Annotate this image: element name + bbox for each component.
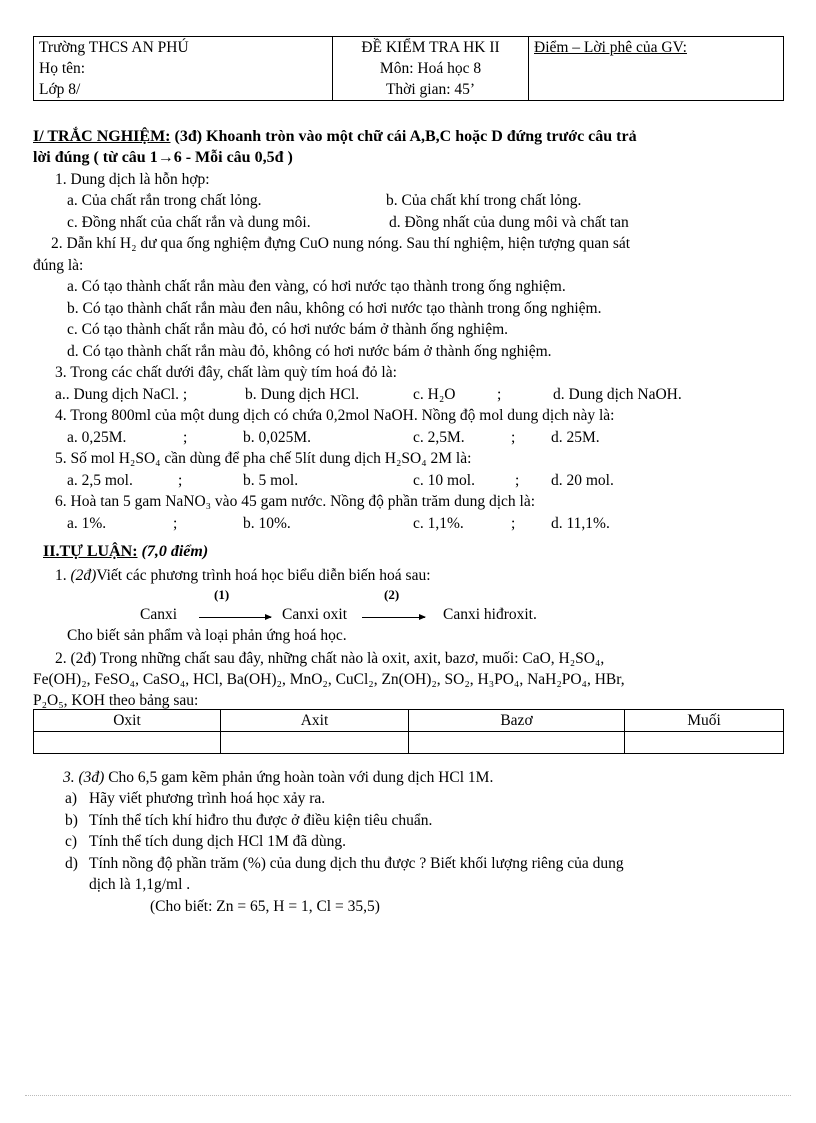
score-label: Điểm – Lời phê của GV:	[534, 39, 687, 56]
cell-bazo[interactable]	[409, 732, 625, 754]
essay-q3-points: 3. (3đ)	[63, 769, 105, 786]
q4-separator-2: ;	[511, 429, 516, 446]
right-arrow-icon-1	[199, 617, 271, 618]
q3-option-c[interactable]: c. H₂O	[413, 386, 456, 403]
school-name: Trường THCS AN PHÚ	[39, 39, 189, 56]
class-label: Lớp 8/	[39, 81, 81, 98]
table-row	[34, 732, 784, 754]
essay-q3d-line2: dịch là 1,1g/ml .	[89, 876, 191, 893]
q5-option-c[interactable]: c. 10 mol.	[413, 472, 475, 489]
essay-q1-stem: 1. (2đ)Viết các phương trình hoá học biểu diễn biến hoá sau:	[55, 567, 431, 584]
part2-heading-points: (7,0 điểm)	[141, 543, 209, 560]
atomic-masses-note: (Cho biết: Zn = 65, H = 1, Cl = 35,5)	[150, 898, 380, 915]
header-left	[34, 37, 333, 101]
essay-q2-line1: 2. (2đ) Trong những chất sau đây, những chất nào là oxit, axit, bazơ, muối: CaO, H₂SO₄,	[55, 650, 605, 667]
col-axit: Axit	[221, 710, 409, 732]
q3-option-d[interactable]: d. Dung dịch NaOH.	[553, 386, 682, 403]
page-divider	[25, 1095, 791, 1096]
subject: Môn: Hoá học 8	[379, 60, 482, 77]
q5-separator-2: ;	[515, 472, 520, 489]
part2-heading	[43, 542, 208, 561]
q1-option-d[interactable]: d. Đồng nhất của dung môi và chất tan	[389, 214, 629, 231]
q3-separator: ;	[497, 386, 502, 403]
q5-separator-1: ;	[178, 472, 183, 489]
q2-option-c[interactable]: c. Có tạo thành chất rắn màu đỏ, có hơi nước bám ở thành ống nghiệm.	[67, 321, 509, 338]
q4-separator-1: ;	[183, 429, 188, 446]
table-header-row	[34, 710, 784, 732]
essay-q3d-label: d)	[65, 855, 78, 872]
essay-q3c-label: c)	[65, 833, 78, 850]
cell-axit[interactable]	[221, 732, 409, 754]
col-oxit: Oxit	[34, 710, 221, 732]
q3-option-b[interactable]: b. Dung dịch HCl.	[245, 386, 360, 403]
essay-q3a-label: a)	[65, 790, 78, 807]
cell-oxit[interactable]	[34, 732, 221, 754]
col-bazo: Bazơ	[409, 710, 625, 732]
essay-q1-points: (2đ)	[70, 567, 97, 584]
q5-option-a[interactable]: a. 2,5 mol.	[67, 472, 133, 489]
essay-q3b-label: b)	[65, 812, 78, 829]
header-center	[333, 37, 529, 101]
q4-stem: 4. Trong 800ml của một dung dịch có chứa 0,2mol NaOH. Nồng độ mol dung dịch này là:	[55, 407, 615, 424]
essay-q2-line2: Fe(OH)₂, FeSO₄, CaSO₄, HCl, Ba(OH)₂, MnO₂, CuCl₂, Zn(OH)₂, SO₂, H₃PO₄, NaH₂PO₄, HBr,	[33, 671, 625, 688]
q6-option-c[interactable]: c. 1,1%.	[413, 515, 464, 532]
part1-heading-label: I/ TRẮC NGHIỆM:	[33, 128, 171, 145]
q6-separator-2: ;	[511, 515, 516, 532]
q6-stem: 6. Hoà tan 5 gam NaNO₃ vào 45 gam nước. Nồng độ phần trăm dung dịch là:	[55, 493, 536, 510]
essay-q1-note: Cho biết sản phẩm và loại phản ứng hoá học.	[67, 627, 347, 644]
q2-stem: 2. Dẫn khí H₂ dư qua ống nghiệm đựng CuO nung nóng. Sau thí nghiệm, hiện tượng quan sát	[51, 235, 631, 252]
q3-option-a[interactable]: a.. Dung dịch NaCl. ;	[55, 386, 188, 403]
q4-option-b[interactable]: b. 0,025M.	[243, 429, 312, 446]
q2-option-d[interactable]: d. Có tạo thành chất rắn màu đỏ, không có hơi nước bám ở thành ống nghiệm.	[67, 343, 552, 360]
classification-table	[33, 709, 784, 754]
part1-heading-line2: lời đúng ( từ câu 1→6 - Mỗi câu 0,5đ )	[33, 149, 293, 166]
q5-stem: 5. Số mol H₂SO₄ cần dùng để pha chế 5lít dung dịch H₂SO₄ 2M là:	[55, 450, 472, 467]
q1-option-c[interactable]: c. Đồng nhất của chất rắn và dung môi.	[67, 214, 311, 231]
col-muoi: Muối	[625, 710, 784, 732]
q5-option-d[interactable]: d. 20 mol.	[551, 472, 614, 489]
essay-q2-line3: P₂O₅, KOH theo bảng sau:	[33, 692, 199, 709]
q2-option-a[interactable]: a. Có tạo thành chất rắn màu đen vàng, có hơi nước tạo thành trong ống nghiệm.	[67, 278, 566, 295]
part1-heading	[33, 127, 637, 146]
q2-option-b[interactable]: b. Có tạo thành chất rắn màu đen nâu, không có hơi nước tạo thành trong ống nghiệm.	[67, 300, 602, 317]
q6-separator-1: ;	[173, 515, 178, 532]
essay-q3-stem: 3. (3đ) Cho 6,5 gam kẽm phản ứng hoàn toàn với dung dịch HCl 1M.	[63, 769, 494, 786]
q1-option-b[interactable]: b. Của chất khí trong chất lỏng.	[386, 192, 582, 209]
q4-option-c[interactable]: c. 2,5M.	[413, 429, 465, 446]
time-limit: Thời gian: 45’	[385, 81, 476, 98]
part1-heading-rest: (3đ) Khoanh tròn vào một chữ cái A,B,C hoặc D đứng trước câu trả	[170, 128, 637, 145]
right-arrow-icon-2	[362, 617, 425, 618]
q2-stem-line2: đúng là:	[33, 257, 84, 274]
reaction-step-1: (1)	[214, 587, 230, 602]
q6-option-d[interactable]: d. 11,1%.	[551, 515, 610, 532]
essay-q3d: Tính nồng độ phần trăm (%) của dung dịch thu được ? Biết khối lượng riêng của dung	[89, 855, 624, 872]
header-right	[529, 37, 784, 101]
essay-q3c: Tính thể tích dung dịch HCl 1M đã dùng.	[89, 833, 347, 850]
essay-q3a: Hãy viết phương trình hoá học xảy ra.	[89, 790, 326, 807]
product-canxi-oxit: Canxi oxit	[282, 606, 348, 623]
q1-option-a[interactable]: a. Của chất rắn trong chất lỏng.	[67, 192, 262, 209]
part2-heading-label: II.TỰ LUẬN:	[43, 543, 138, 560]
q6-option-a[interactable]: a. 1%.	[67, 515, 107, 532]
q1-stem: 1. Dung dịch là hỗn hợp:	[55, 171, 210, 188]
product-canxi-hidroxit: Canxi hiđroxit.	[443, 606, 537, 623]
cell-muoi[interactable]	[625, 732, 784, 754]
header-table	[33, 36, 784, 101]
q3-stem: 3. Trong các chất dưới đây, chất làm quỳ tím hoá đỏ là:	[55, 364, 397, 381]
q6-option-b[interactable]: b. 10%.	[243, 515, 291, 532]
q4-option-a[interactable]: a. 0,25M.	[67, 429, 127, 446]
essay-q3b: Tính thể tích khí hiđro thu được ở điều kiện tiêu chuẩn.	[89, 812, 433, 829]
q4-option-d[interactable]: d. 25M.	[551, 429, 600, 446]
q5-option-b[interactable]: b. 5 mol.	[243, 472, 299, 489]
right-arrow-icon: →	[157, 149, 174, 166]
exam-title: ĐỀ KIỂM TRA HK II	[361, 39, 500, 56]
reactant-canxi: Canxi	[140, 606, 178, 623]
reaction-step-2: (2)	[384, 587, 400, 602]
name-label: Họ tên:	[39, 60, 86, 77]
